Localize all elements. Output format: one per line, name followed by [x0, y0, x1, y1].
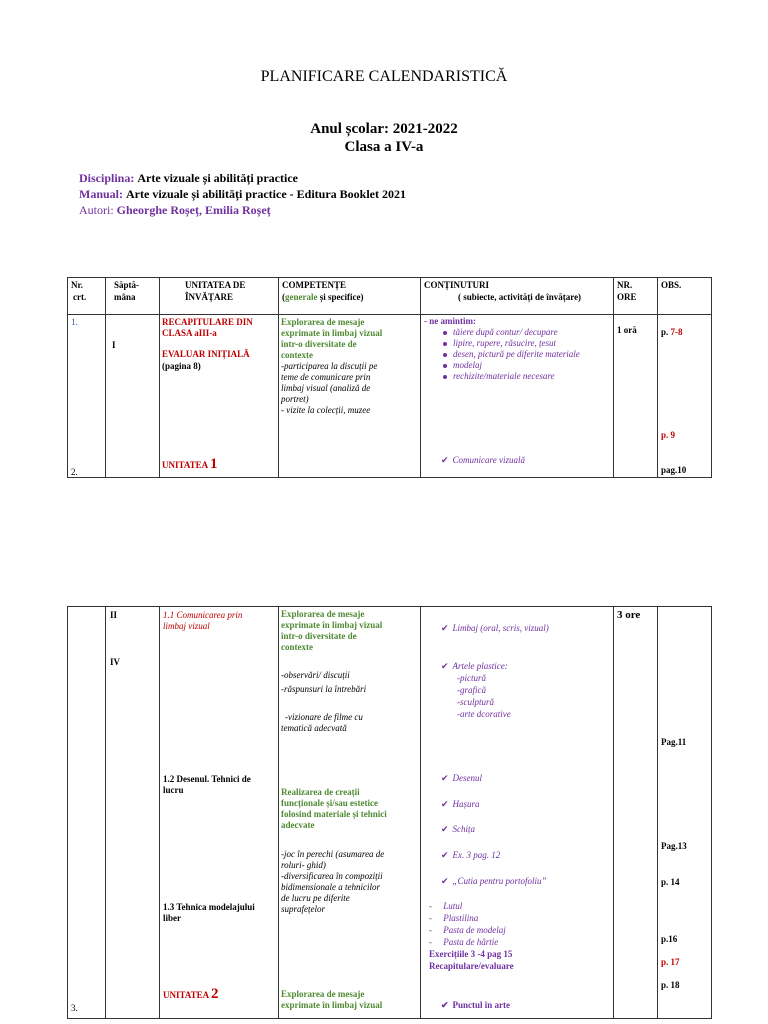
- checkmark-icon: ✔: [441, 876, 449, 886]
- bullet-icon: [443, 375, 447, 379]
- unit-2-heading: UNITATEA 2: [163, 986, 219, 1002]
- header-crt: crt.: [73, 292, 87, 302]
- list-item: - Lutul: [429, 901, 463, 911]
- header-unit: UNITATEA DE: [185, 280, 246, 290]
- list-item: ✔ Schița: [441, 824, 476, 834]
- discipline-label: Disciplina:: [79, 171, 135, 185]
- list-item: ✔ Limbaj (oral, scris, vizual): [441, 623, 549, 633]
- table-header-row: [68, 278, 712, 315]
- list-item: - Pasta de hârtie: [429, 937, 499, 947]
- unit-1-heading: UNITATEA 1: [162, 456, 218, 472]
- bullet-icon: [443, 353, 447, 357]
- week-label: I: [112, 340, 116, 350]
- obs-page-2: p. 9: [661, 430, 676, 440]
- manual-line: [79, 186, 406, 202]
- checkmark-icon: ✔: [441, 773, 449, 783]
- hours-value-2: 3 ore: [617, 609, 641, 621]
- manual-value: Arte vizuale și abilități practice - Editura Booklet 2021: [126, 187, 406, 201]
- list-item: desen, pictură pe diferite materiale: [443, 349, 580, 360]
- document-title: PLANIFICARE CALENDARISTICĂ: [260, 68, 508, 85]
- checkmark-icon: ✔: [441, 799, 449, 809]
- manual-label: Manual:: [79, 187, 124, 201]
- header-nr: Nr.: [71, 280, 83, 290]
- week-label-4: IV: [110, 657, 121, 667]
- bullet-icon: [443, 364, 447, 368]
- bullet-icon: [443, 342, 447, 346]
- list-item: ✔ Hașura: [441, 799, 480, 809]
- checkmark-icon: ✔: [441, 455, 449, 465]
- header-hours: NR.: [617, 280, 633, 290]
- checkmark-icon: ✔: [441, 1000, 449, 1010]
- planning-table-2: [67, 606, 712, 1019]
- bullet-icon: [443, 331, 447, 335]
- content-intro: - ne amintim:: [424, 316, 476, 326]
- checkmark-icon: ✔: [441, 661, 449, 671]
- header-obs: OBS.: [661, 280, 682, 290]
- class-label: Clasa a IV-a: [344, 139, 424, 155]
- week-label-2: II: [110, 610, 118, 620]
- recap-title-2: CLASA aIII-a: [162, 328, 217, 338]
- header-week-2: mâna: [114, 292, 136, 302]
- discipline-line: [79, 170, 298, 186]
- authors-line: [79, 202, 271, 218]
- eval-page: (pagina 8): [162, 361, 201, 371]
- table-row: 3. II IV 1.1 Comunicarea prin limbaj vizual 1.2 Desenul. Tehnici de lucru 1.3 Tehnica modelajului liber UNITATEA 2 Explorarea de mesaje exprimate în limbaj vizual într-o diversitate de contexte -observări/ discuții -răspunsuri la întrebări -vizionare de filme cu tematică adecvată Realizarea de creații funcționale și/sau estetice folosind materiale și tehnici adecvate -joc în perechi (asumarea de roluri- ghid) -diversificarea în compoziții bidimensionale a tehnicilor de lucru pe diferite suprafețelor Explorarea de mesaje exprimate în limbaj vizual ✔ Limbaj (oral, scris, vizual) ✔ Artele plastice: -pictură -grafică -sculptură -arte dcorative ✔ Desenul ✔ Hașura ✔ Schița ✔ Ex. 3 pag. 12 ✔ „Cutia pentru portofoliu” - Lutul - Plastilina - Pasta de modelaj - Pasta de hârtie Exercițiile 3 -4 pag 15 Recapitulare/evaluare ✔ Punctul în arte 3 ore Pag.11 Pag.13 p. 14 p.16 p. 17 p. 18: [68, 607, 712, 1019]
- hours-value: 1 oră: [617, 325, 637, 335]
- header-content-2: ( subiecte, activități de învățare): [458, 292, 582, 302]
- school-year: Anul școlar: 2021-2022: [310, 121, 458, 137]
- row-number-1: 1.: [71, 317, 78, 327]
- obs-page-1: p. 7-8: [661, 327, 683, 337]
- checkmark-icon: ✔: [441, 824, 449, 834]
- list-item: ✔ Artele plastice:: [441, 661, 508, 671]
- checkmark-icon: ✔: [441, 850, 449, 860]
- authors-value: Gheorghe Roșeț, Emilia Roșeț: [116, 203, 271, 217]
- list-item: ✔ Punctul în arte: [441, 1000, 511, 1010]
- authors-label: Autori:: [79, 203, 114, 217]
- checkmark-icon: ✔: [441, 623, 449, 633]
- list-item: ✔ „Cutia pentru portofoliu”: [441, 876, 547, 886]
- list-item: lipire, rupere, răsucire, țesut: [443, 338, 556, 349]
- list-item: - Pasta de modelaj: [429, 925, 506, 935]
- list-item: ✔ Comunicare vizuală: [441, 455, 525, 465]
- list-item: tăiere după contur/ decupare: [443, 327, 558, 338]
- list-item: ✔ Ex. 3 pag. 12: [441, 850, 501, 860]
- header-hours-2: ORE: [617, 292, 637, 302]
- header-unit-2: ÎNVĂȚARE: [185, 292, 234, 302]
- list-item: - Plastilina: [429, 913, 479, 923]
- recap-title: RECAPITULARE DIN: [162, 317, 253, 327]
- header-competencies: COMPETENȚE: [282, 280, 347, 290]
- header-content: CONȚINUTURI: [424, 280, 490, 290]
- list-item: ✔ Desenul: [441, 773, 483, 783]
- list-item: modelaj: [443, 360, 482, 371]
- discipline-value: Arte vizuale și abilități practice: [137, 171, 298, 185]
- eval-title: EVALUAR INIȚIALĂ: [162, 349, 250, 359]
- obs-page-3: pag.10: [661, 465, 687, 475]
- table-row: 1. 2. I RECAPITULARE DIN CLASA aIII-a EVALUAR INIȚIALĂ (pagina 8) UNITATEA 1 Explorarea de mesaje exprimate în limbaj vizual într-o diversitate de contexte -participarea la discuții pe teme de comunicare prin limbaj visual (analiză de portret) - vizite la colecții, muzee - ne amintim: tăiere după contur/ decupare lipire, rupere, răsucire, țesut desen, pictură pe diferite materiale modelaj rechizite/materiale necesare ✔ Comunicare vizuală 1 oră p. 7-8 p. 9 pag.10: [68, 315, 712, 478]
- row-number-2: 2.: [71, 467, 78, 477]
- list-item: rechizite/materiale necesare: [443, 371, 555, 382]
- row-number-3: 3.: [71, 1003, 78, 1013]
- header-competencies-2: (generale și specifice): [282, 292, 364, 302]
- header-week: Săptă-: [114, 280, 140, 290]
- planning-table-1: [67, 277, 712, 478]
